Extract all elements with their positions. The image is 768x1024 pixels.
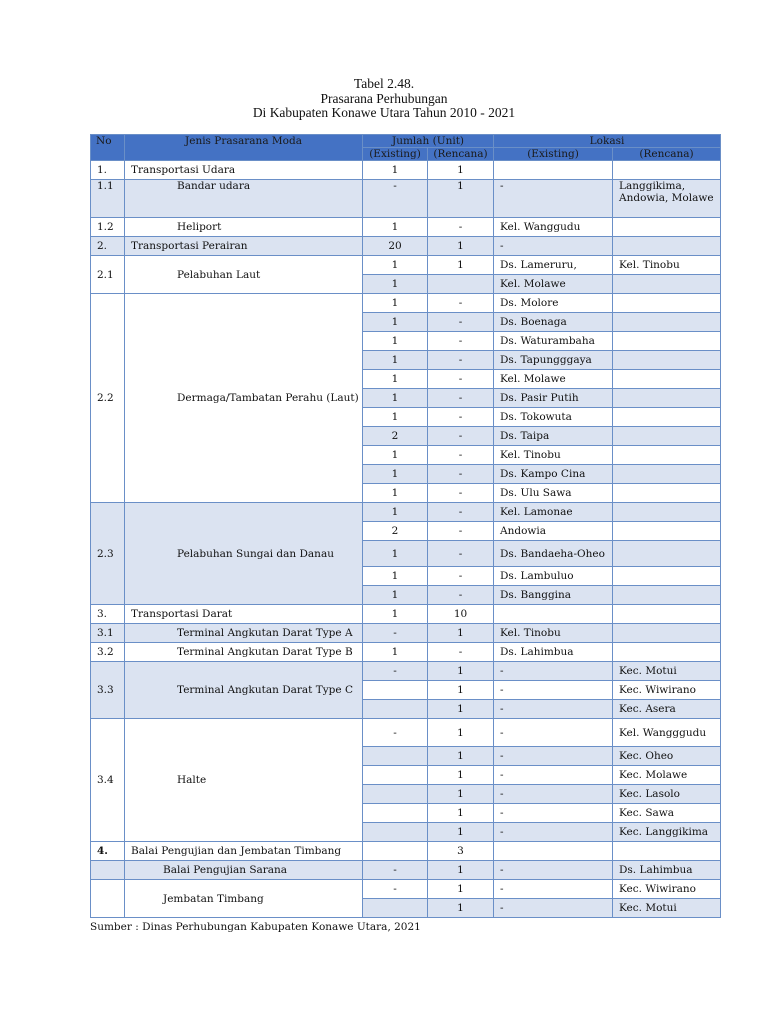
cell-lokasi-rencana [613, 332, 721, 351]
cell-rencana: 1 [428, 861, 494, 880]
cell-lokasi-rencana: Kec. Asera [613, 700, 721, 719]
cell-existing [363, 766, 428, 785]
cell-existing: 2 [363, 522, 428, 541]
cell-existing: 1 [363, 313, 428, 332]
table-row [91, 719, 721, 747]
cell-lokasi-existing: - [494, 180, 613, 218]
cell-lokasi-existing: Ds. Pasir Putih [494, 389, 613, 408]
cell-rencana: 1 [428, 681, 494, 700]
cell-jenis: Jembatan Timbang [125, 880, 363, 918]
cell-rencana: - [428, 567, 494, 586]
cell-rencana: 1 [428, 256, 494, 275]
header-lokasi-rencana: (Rencana) [613, 148, 721, 161]
cell-lokasi-rencana [613, 446, 721, 465]
header-jumlah-rencana: (Rencana) [428, 148, 494, 161]
cell-no [91, 861, 125, 880]
header-lokasi-existing: (Existing) [494, 148, 613, 161]
cell-lokasi-rencana: Kec. Wiwirano [613, 681, 721, 700]
cell-lokasi-existing: Andowia [494, 522, 613, 541]
cell-rencana: 1 [428, 719, 494, 747]
cell-jenis: Transportasi Darat [125, 605, 363, 624]
cell-rencana: 1 [428, 700, 494, 719]
cell-lokasi-rencana [613, 465, 721, 484]
table-row [91, 180, 721, 218]
cell-existing: 1 [363, 643, 428, 662]
cell-rencana: 1 [428, 624, 494, 643]
cell-existing [363, 842, 428, 861]
cell-existing: - [363, 180, 428, 218]
cell-lokasi-rencana [613, 218, 721, 237]
cell-lokasi-existing: - [494, 804, 613, 823]
cell-rencana: - [428, 351, 494, 370]
cell-lokasi-rencana [613, 643, 721, 662]
cell-lokasi-rencana: Kec. Motui [613, 899, 721, 918]
cell-lokasi-existing: - [494, 237, 613, 256]
cell-existing: 20 [363, 237, 428, 256]
header-jenis: Jenis Prasarana Moda [125, 135, 363, 161]
cell-lokasi-rencana [613, 427, 721, 446]
cell-lokasi-existing: - [494, 766, 613, 785]
cell-lokasi-rencana [613, 522, 721, 541]
cell-lokasi-existing: Ds. Waturambaha [494, 332, 613, 351]
cell-lokasi-rencana: Kec. Langgikima [613, 823, 721, 842]
cell-jenis: Balai Pengujian dan Jembatan Timbang [125, 842, 363, 861]
cell-no: 2. [91, 237, 125, 256]
cell-existing: 1 [363, 541, 428, 567]
cell-lokasi-existing: Ds. Molore [494, 294, 613, 313]
cell-rencana: 1 [428, 785, 494, 804]
cell-lokasi-rencana: Kec. Sawa [613, 804, 721, 823]
cell-rencana [428, 275, 494, 294]
cell-no: 1. [91, 161, 125, 180]
cell-lokasi-existing: - [494, 823, 613, 842]
cell-rencana: 1 [428, 747, 494, 766]
cell-lokasi-rencana [613, 408, 721, 427]
cell-lokasi-rencana [613, 503, 721, 522]
cell-no: 3.3 [91, 662, 125, 719]
cell-rencana: 1 [428, 237, 494, 256]
cell-jenis: Pelabuhan Sungai dan Danau [125, 503, 363, 605]
cell-lokasi-rencana: Kec. Lasolo [613, 785, 721, 804]
cell-existing: - [363, 719, 428, 747]
cell-jenis: Balai Pengujian Sarana [125, 861, 363, 880]
cell-rencana: 1 [428, 161, 494, 180]
cell-jenis: Terminal Angkutan Darat Type A [125, 624, 363, 643]
cell-lokasi-existing: Kel. Molawe [494, 370, 613, 389]
cell-existing: 1 [363, 605, 428, 624]
table-title-scope: Di Kabupaten Konawe Utara Tahun 2010 - 2021 [252, 105, 516, 120]
cell-existing [363, 804, 428, 823]
table-row [91, 861, 721, 880]
header-jumlah: Jumlah (Unit) [363, 135, 494, 148]
cell-no: 2.1 [91, 256, 125, 294]
table-row [91, 294, 721, 313]
cell-existing [363, 785, 428, 804]
cell-jenis: Halte [125, 719, 363, 842]
header-lokasi: Lokasi [494, 135, 721, 148]
cell-lokasi-existing: - [494, 899, 613, 918]
cell-lokasi-rencana [613, 586, 721, 605]
cell-existing: 1 [363, 586, 428, 605]
cell-rencana: - [428, 427, 494, 446]
cell-lokasi-existing: Ds. Tapungggaya [494, 351, 613, 370]
table-title-number: Tabel 2.48. [353, 76, 415, 91]
cell-rencana: 1 [428, 804, 494, 823]
cell-lokasi-existing: Ds. Lameruru, [494, 256, 613, 275]
cell-lokasi-rencana [613, 370, 721, 389]
cell-lokasi-existing: - [494, 662, 613, 681]
cell-rencana: - [428, 503, 494, 522]
cell-rencana: - [428, 446, 494, 465]
cell-rencana: 3 [428, 842, 494, 861]
cell-rencana: - [428, 522, 494, 541]
cell-existing: 1 [363, 408, 428, 427]
table-row [91, 237, 721, 256]
cell-existing: 1 [363, 503, 428, 522]
cell-lokasi-rencana [613, 541, 721, 567]
cell-lokasi-existing: - [494, 681, 613, 700]
cell-lokasi-rencana [613, 842, 721, 861]
cell-rencana: 1 [428, 766, 494, 785]
cell-no: 4. [91, 842, 125, 861]
cell-lokasi-rencana [613, 484, 721, 503]
cell-lokasi-rencana [613, 389, 721, 408]
cell-no: 1.2 [91, 218, 125, 237]
cell-jenis: Pelabuhan Laut [125, 256, 363, 294]
cell-existing: - [363, 880, 428, 899]
cell-rencana: - [428, 332, 494, 351]
cell-existing: 1 [363, 370, 428, 389]
cell-existing: 1 [363, 567, 428, 586]
table-row [91, 842, 721, 861]
cell-rencana: 1 [428, 899, 494, 918]
cell-lokasi-existing: - [494, 785, 613, 804]
cell-lokasi-existing: - [494, 747, 613, 766]
cell-rencana: - [428, 643, 494, 662]
cell-rencana: 1 [428, 823, 494, 842]
cell-lokasi-existing [494, 605, 613, 624]
cell-lokasi-rencana: Kel. Tinobu [613, 256, 721, 275]
cell-jenis: Bandar udara [125, 180, 363, 218]
cell-no: 3.2 [91, 643, 125, 662]
cell-existing: - [363, 662, 428, 681]
cell-rencana: - [428, 294, 494, 313]
cell-lokasi-rencana: Kel. Wangggudu [613, 719, 721, 747]
cell-lokasi-existing: Kel. Molawe [494, 275, 613, 294]
header-no: No [91, 135, 125, 161]
cell-jenis: Transportasi Perairan [125, 237, 363, 256]
table-row [91, 605, 721, 624]
cell-existing: 1 [363, 446, 428, 465]
table-row [91, 624, 721, 643]
cell-existing: 2 [363, 427, 428, 446]
cell-lokasi-existing: Ds. Ulu Sawa [494, 484, 613, 503]
cell-lokasi-existing [494, 842, 613, 861]
cell-rencana: - [428, 465, 494, 484]
cell-lokasi-existing: - [494, 700, 613, 719]
cell-no: 1.1 [91, 180, 125, 218]
cell-jenis: Terminal Angkutan Darat Type C [125, 662, 363, 719]
cell-existing: 1 [363, 294, 428, 313]
cell-lokasi-existing: - [494, 861, 613, 880]
cell-existing: 1 [363, 389, 428, 408]
cell-lokasi-rencana: Kec. Motui [613, 662, 721, 681]
cell-existing: 1 [363, 256, 428, 275]
header-jumlah-existing: (Existing) [363, 148, 428, 161]
table-row [91, 161, 721, 180]
cell-lokasi-existing: Ds. Lahimbua [494, 643, 613, 662]
cell-lokasi-existing: Kel. Tinobu [494, 624, 613, 643]
cell-lokasi-rencana [613, 351, 721, 370]
cell-rencana: 10 [428, 605, 494, 624]
cell-rencana: - [428, 313, 494, 332]
cell-rencana: - [428, 370, 494, 389]
cell-lokasi-existing: Ds. Bandaeha-Oheo [494, 541, 613, 567]
table-row [91, 880, 721, 899]
cell-no: 3.4 [91, 719, 125, 842]
cell-no [91, 880, 125, 918]
cell-lokasi-rencana [613, 605, 721, 624]
cell-jenis: Dermaga/Tambatan Perahu (Laut) [125, 294, 363, 503]
cell-lokasi-existing: - [494, 719, 613, 747]
cell-lokasi-rencana [613, 294, 721, 313]
table-row [91, 218, 721, 237]
cell-rencana: - [428, 218, 494, 237]
table-title [0, 77, 768, 121]
cell-existing: 1 [363, 484, 428, 503]
cell-lokasi-existing: Ds. Taipa [494, 427, 613, 446]
cell-existing: 1 [363, 332, 428, 351]
cell-jenis: Terminal Angkutan Darat Type B [125, 643, 363, 662]
cell-lokasi-rencana: Kec. Molawe [613, 766, 721, 785]
cell-lokasi-existing: - [494, 880, 613, 899]
source-note: Sumber : Dinas Perhubungan Kabupaten Konawe Utara, 2021 [90, 921, 421, 933]
cell-lokasi-rencana [613, 275, 721, 294]
cell-lokasi-existing: Ds. Tokowuta [494, 408, 613, 427]
cell-no: 3.1 [91, 624, 125, 643]
cell-lokasi-existing: Ds. Boenaga [494, 313, 613, 332]
cell-lokasi-rencana [613, 624, 721, 643]
cell-existing: 1 [363, 465, 428, 484]
cell-existing [363, 747, 428, 766]
cell-lokasi-rencana [613, 161, 721, 180]
cell-lokasi-existing: Kel. Wanggudu [494, 218, 613, 237]
cell-rencana: - [428, 389, 494, 408]
prasarana-table [90, 134, 721, 918]
cell-existing: - [363, 624, 428, 643]
cell-existing [363, 700, 428, 719]
cell-rencana: 1 [428, 180, 494, 218]
cell-jenis: Transportasi Udara [125, 161, 363, 180]
cell-lokasi-existing: Kel. Lamonae [494, 503, 613, 522]
cell-rencana: - [428, 586, 494, 605]
table-row [91, 256, 721, 275]
cell-existing: 1 [363, 218, 428, 237]
cell-lokasi-existing: Ds. Kampo Cina [494, 465, 613, 484]
cell-rencana: 1 [428, 662, 494, 681]
cell-existing: - [363, 861, 428, 880]
cell-rencana: - [428, 541, 494, 567]
cell-no: 2.2 [91, 294, 125, 503]
table-row [91, 662, 721, 681]
cell-jenis: Heliport [125, 218, 363, 237]
cell-lokasi-existing [494, 161, 613, 180]
cell-lokasi-existing: Kel. Tinobu [494, 446, 613, 465]
cell-lokasi-existing: Ds. Lambuluo [494, 567, 613, 586]
table-title-subject: Prasarana Perhubungan [320, 90, 448, 106]
cell-rencana: - [428, 484, 494, 503]
cell-no: 3. [91, 605, 125, 624]
table-row [91, 643, 721, 662]
cell-existing: 1 [363, 275, 428, 294]
cell-existing: 1 [363, 351, 428, 370]
cell-lokasi-rencana: Ds. Lahimbua [613, 861, 721, 880]
cell-existing [363, 823, 428, 842]
cell-lokasi-rencana [613, 313, 721, 332]
cell-lokasi-rencana: Kec. Wiwirano [613, 880, 721, 899]
cell-existing [363, 899, 428, 918]
cell-lokasi-existing: Ds. Banggina [494, 586, 613, 605]
cell-lokasi-rencana [613, 567, 721, 586]
cell-rencana: - [428, 408, 494, 427]
cell-lokasi-rencana: Langgikima, Andowia, Molawe [613, 180, 721, 218]
cell-lokasi-rencana: Kec. Oheo [613, 747, 721, 766]
table-row [91, 503, 721, 522]
cell-existing [363, 681, 428, 700]
cell-rencana: 1 [428, 880, 494, 899]
cell-lokasi-rencana [613, 237, 721, 256]
cell-existing: 1 [363, 161, 428, 180]
cell-no: 2.3 [91, 503, 125, 605]
